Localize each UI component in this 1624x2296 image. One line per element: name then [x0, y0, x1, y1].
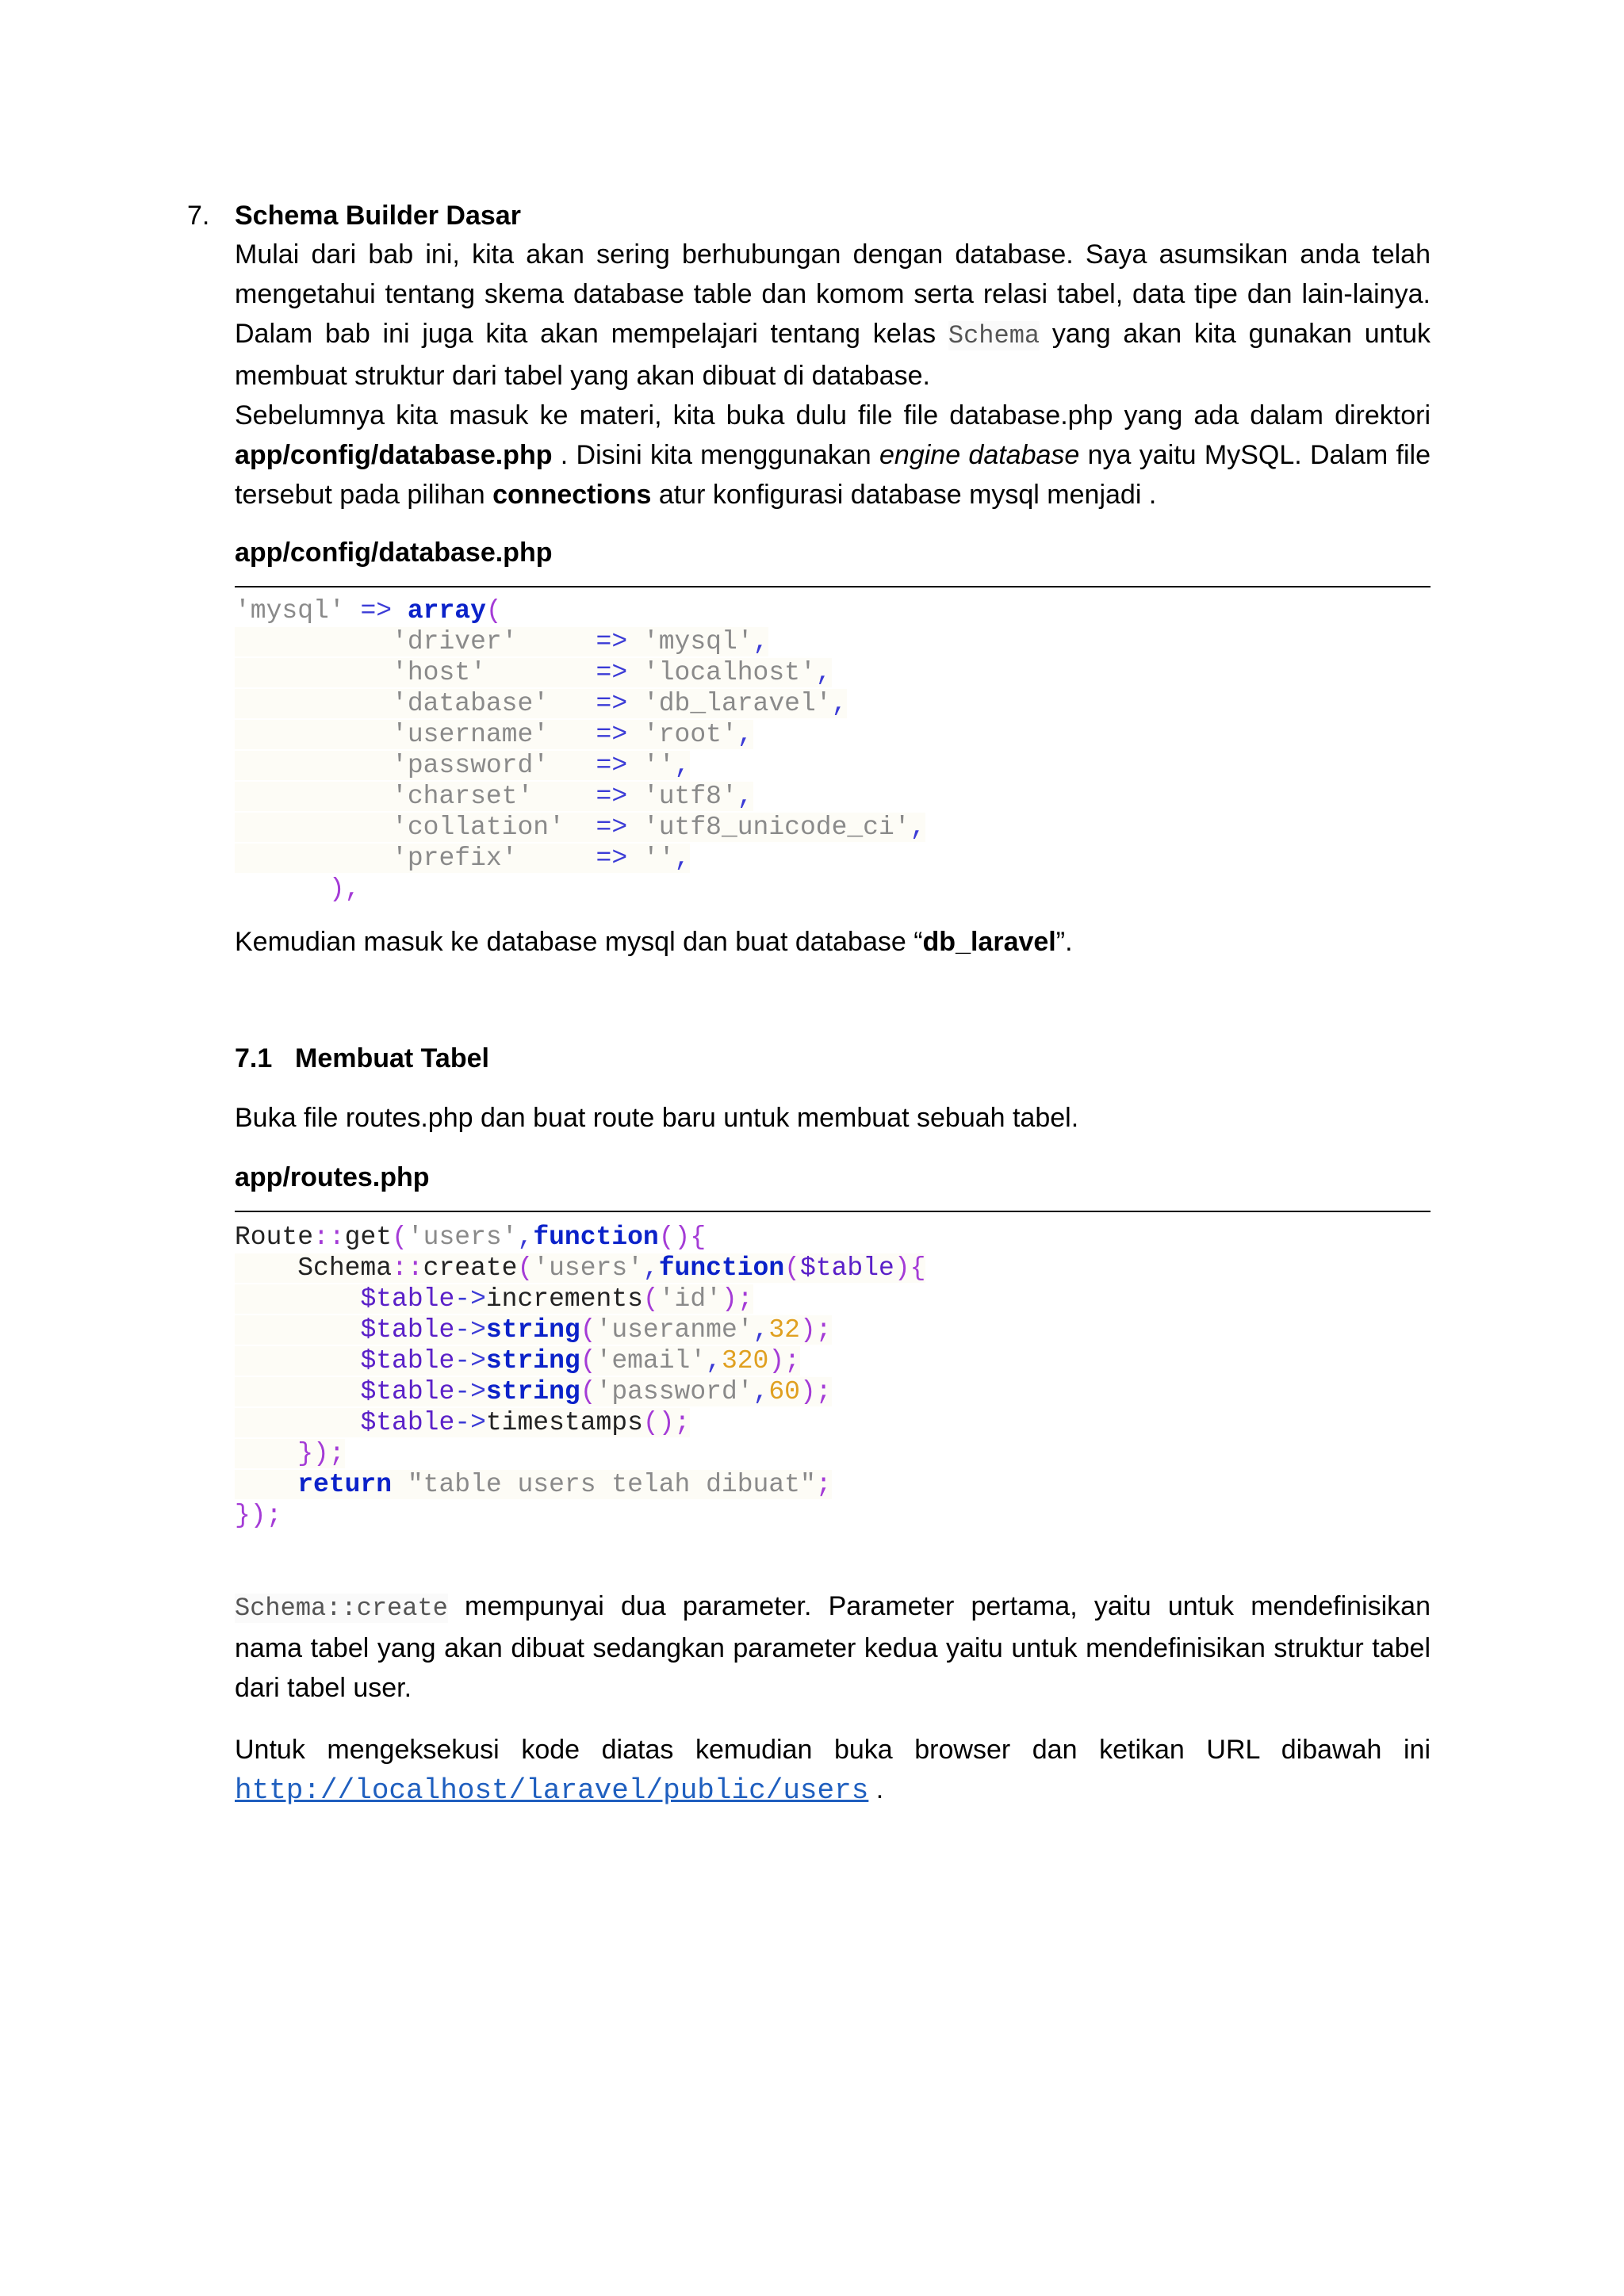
routes-paragraph: Buka file routes.php dan buat route baru untuk membuat sebuah tabel. — [235, 1103, 1079, 1133]
code-line: Schema::create('users',function($table){ — [235, 1253, 1431, 1284]
code-block-database — [235, 595, 1431, 905]
connections-term: connections — [492, 480, 652, 510]
code-line: 'collation' => 'utf8_unicode_ci', — [235, 812, 1431, 843]
db-name: db_laravel — [922, 927, 1056, 957]
schema-create-paragraph: Schema::create mempunyai dua parameter. Parameter pertama, yaitu untuk mendefinisikan nama tabel yang akan dibuat sedangkan parameter kedua yaitu untuk mendefinisikan struktur tabel dari tabel user. — [235, 1591, 1431, 1703]
code-block-routes — [235, 1222, 1431, 1531]
users-url-link[interactable]: http://localhost/laravel/public/users — [235, 1774, 869, 1807]
code-line: ), — [328, 874, 361, 904]
inline-code-schema-create: Schema::create — [235, 1594, 448, 1623]
code-line: $table->string('password',60); — [235, 1376, 1431, 1407]
code-line: $table->string('email',320); — [235, 1345, 1431, 1376]
code-line: 'charset' => 'utf8', — [235, 781, 1431, 812]
subsection-number: 7.1 — [235, 1043, 273, 1073]
code-line: 'prefix' => '', — [235, 843, 1431, 874]
inline-code-schema: Schema — [948, 321, 1040, 350]
section-title: Schema Builder Dasar — [235, 201, 521, 231]
code-line: Route::get('users',function(){ — [235, 1223, 707, 1252]
subsection-heading — [235, 1039, 1431, 1077]
create-db-paragraph: Kemudian masuk ke database mysql dan buat database “db_laravel”. — [235, 927, 1073, 957]
code-line: $table->increments('id'); — [235, 1284, 1431, 1314]
code-line: 'password' => '', — [235, 750, 1431, 781]
code2-file-label: app/routes.php — [235, 1158, 1431, 1212]
document-page — [187, 197, 1431, 1811]
code-line: $table->timestamps(); — [235, 1407, 1431, 1438]
code-line: }); — [235, 1501, 282, 1530]
execute-paragraph: Untuk mengeksekusi kode diatas kemudian buka browser dan ketikan URL dibawah ini http://localhost/laravel/public/users . — [235, 1735, 1431, 1807]
intro-paragraph: Mulai dari bab ini, kita akan sering berhubungan dengan database. Saya asumsikan anda telah mengetahui tentang skema database table dan komom serta relasi tabel, data tipe dan lain-lainya. Dalam bab ini juga kita akan mempelajari tentang kelas Schema yang akan kita gunakan untuk membuat struktur dari tabel yang akan dibuat di database. — [235, 239, 1431, 391]
subsection-title: Membuat Tabel — [295, 1043, 489, 1073]
code-line: return "table users telah dibuat"; — [235, 1469, 1431, 1500]
code-line: 'mysql' => array( — [235, 596, 502, 626]
section-number: 7. — [187, 201, 210, 231]
code-line: 'host' => 'localhost', — [235, 657, 1431, 688]
config-paragraph: Sebelumnya kita masuk ke materi, kita buka dulu file file database.php yang ada dalam direktori app/config/database.php . Disini kita menggunakan engine database nya yaitu MySQL. Dalam file tersebut pada pilihan connections atur konfigurasi database mysql menjadi . — [235, 400, 1431, 510]
code-line: }); — [235, 1438, 1431, 1469]
code-line: 'username' => 'root', — [235, 719, 1431, 750]
engine-term: engine database — [879, 440, 1080, 470]
section-heading — [187, 197, 1431, 235]
config-path: app/config/database.php — [235, 440, 553, 470]
code-line: 'driver' => 'mysql', — [235, 626, 1431, 657]
code-line: $table->string('useranme',32); — [235, 1314, 1431, 1345]
code-line: 'database' => 'db_laravel', — [235, 688, 1431, 719]
code1-file-label: app/config/database.php — [235, 534, 1431, 587]
